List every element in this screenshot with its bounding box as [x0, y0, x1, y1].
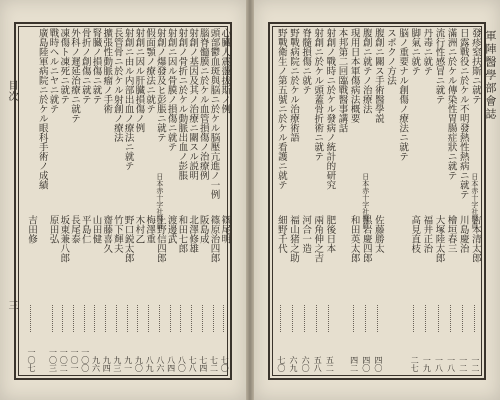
toc-leader-dots	[280, 305, 281, 333]
toc-entry-author: 細野千代	[275, 214, 287, 253]
right-page	[254, 0, 500, 400]
toc-leader-dots	[52, 305, 53, 333]
toc-leader-dots	[84, 305, 85, 333]
page-number: 三	[6, 300, 17, 311]
toc-entry-author: 吉田修	[26, 214, 38, 244]
toc-leader-dots	[148, 305, 149, 333]
toc-entry-title: 射創ニ因ル肝臓損傷ノ例	[133, 28, 145, 133]
toc-entry-title: 野戰病院ニ於ケル治療術語	[288, 28, 299, 142]
journal-title: 軍陣醫學部會誌	[484, 30, 497, 121]
toc-entry-author: 長尾泰	[68, 214, 80, 244]
toc-leader-dots	[202, 305, 203, 333]
toc-entry-author: 高見直枝	[409, 214, 421, 253]
toc-entry-author: 齋藤喜久	[101, 214, 113, 253]
toc-entry-title: 假面顎ノ療法ニ就テ	[144, 28, 156, 114]
toc-entry-author: 北澤修雄	[187, 214, 199, 253]
left-page	[0, 0, 246, 400]
toc-entry-page: 八〇	[177, 356, 187, 372]
toc-entry-author: 梅澤重	[144, 214, 156, 244]
toc-entry-author: 和田英太郎	[348, 214, 360, 263]
toc-entry-org: 日本赤十字社醫員	[155, 173, 164, 230]
toc-entry-title: 長管骨ニ於ケル射創ノ療法	[111, 28, 123, 142]
toc-leader-dots	[137, 305, 138, 333]
toc-entry-author: 福山猪之助	[288, 214, 299, 263]
toc-entry-title: 腹創ニ關ス手術醫學説	[372, 28, 384, 123]
toc-entry-page: 九六	[91, 356, 101, 372]
toc-entry-page: 二七	[410, 356, 420, 372]
toc-entry-title: 丹毒ニ就テ	[421, 28, 433, 76]
toc-entry-page: 六九	[289, 356, 298, 372]
toc-entry-page: 八四	[166, 356, 176, 372]
toc-entry-page: 一二	[458, 356, 468, 372]
toc-entry-author: 大塚陸太郎	[433, 214, 445, 263]
toc-entry-author: 佐藤勝太	[372, 214, 384, 253]
toc-entry-title: 腎臓ノ損傷ニ就テ	[90, 28, 102, 104]
toc-entry-page: 九〇	[134, 356, 144, 372]
toc-leader-dots	[292, 305, 293, 333]
toc-entry	[24, 28, 38, 374]
toc-leader-dots	[450, 305, 451, 333]
toc-entry-title: 射創ニ由ル内部出血ノ療法ニ就テ	[122, 28, 134, 171]
toc-entry	[35, 28, 46, 374]
toc-entry-title: 射創ノ基因及其ノ治療ニ關スル説明	[187, 28, 199, 180]
toc-entry-author: 上野信四郎	[154, 214, 166, 263]
toc-leader-dots	[159, 305, 160, 333]
toc-entry-title: 野戰衛生ノ第五號ニ於ケル看護ニ就テ	[275, 28, 287, 190]
toc-entry	[432, 28, 444, 374]
toc-entry-title: 脚氣ニ就テ	[409, 28, 421, 76]
toc-entry-title: 腹創ニ就テノ治療法	[360, 28, 372, 114]
toc-entry	[274, 28, 286, 374]
toc-entry-page: 一八	[434, 356, 444, 372]
toc-entry-title: 射創ノ爆發及ヒ彭脹ニ就テ	[154, 28, 166, 142]
toc-entry-title: 外科ノ遲延治療ニ就テ	[68, 28, 80, 123]
toc-entry-author: 坂東兼八郎	[58, 214, 70, 263]
toc-leader-dots	[316, 305, 317, 333]
toc-entry-author: 吉本清太郎	[469, 214, 481, 263]
toc-leader-dots	[425, 305, 426, 333]
toc-entry-title: 射創ニ於ケル頭蓋骨折術ニ就テ	[312, 28, 324, 161]
toc-entry-title: 脳ノ重要ナル創傷ノ療法ニ就テ	[397, 28, 409, 161]
toc-leader-dots	[377, 305, 378, 333]
toc-entry-author: 兩角伸之吉	[312, 214, 324, 263]
toc-entry-author: 竹下輝夫	[111, 214, 123, 253]
toc-entry-title: 脊髓損傷ニ就テ	[300, 28, 312, 95]
toc-entry-author: 阪島成	[197, 214, 209, 244]
toc-entry-page: 九三	[112, 356, 122, 372]
toc-leader-dots	[213, 305, 214, 333]
toc-entry-page: 七〇	[276, 356, 286, 372]
toc-leader-dots	[304, 305, 305, 333]
toc-entry-title: スポクノ方法	[385, 28, 396, 85]
toc-leader-dots	[474, 305, 475, 333]
toc-entry-title: 日露戰役ニ於ケル不明發熱性熱病ニ就テ	[457, 28, 469, 199]
toc-entry-title: 心臟人震盪拔斯ノ例	[219, 28, 231, 114]
toc-entry-title: 骨折ノ創傷ニ就テ	[79, 28, 91, 104]
toc-entry-author: 篠原治四郎	[208, 214, 220, 263]
toc-entry-title: 射創ノ骨折ニ於ケル動脈出血ノ彭脹	[176, 28, 188, 180]
toc-entry-author: 檜垣春三	[445, 214, 457, 253]
toc-leader-dots	[413, 305, 414, 333]
toc-entry-author: 和田七郎	[176, 214, 188, 253]
toc-leader-dots	[127, 305, 128, 333]
toc-entry-page: 七八	[188, 356, 198, 372]
toc-leader-dots	[462, 305, 463, 333]
toc-entry-page: 一〇〇	[80, 348, 90, 372]
toc-entry-page: 一九	[422, 356, 432, 372]
toc-entry-title: 凍傷ト凍死ニ就テ	[58, 28, 70, 104]
toc-entry-page: 四〇	[361, 356, 371, 372]
toc-entry-author: 篠尾明	[219, 214, 231, 244]
toc-entry-author: 河合一造	[300, 214, 312, 253]
toc-entry-page: 一八	[446, 356, 456, 372]
toc-entry-page: 五二	[325, 356, 335, 372]
toc-leader-dots	[223, 305, 224, 333]
toc-entry-page: 七〇	[220, 356, 230, 372]
toc-entry-page: 五八	[313, 356, 323, 372]
right-toc-columns	[274, 28, 480, 374]
toc-entry-page: 八九	[145, 356, 155, 372]
toc-leader-dots	[191, 305, 192, 333]
toc-leader-dots	[180, 305, 181, 333]
toc-entry-page: 一二	[470, 356, 480, 372]
running-head: 目次	[6, 80, 17, 102]
toc-entry-title: 本邦第二回臨戰醫事講話	[336, 28, 348, 133]
toc-entry-author: 肥後日本	[324, 214, 336, 253]
toc-entry-page: 一〇二	[59, 348, 69, 372]
toc-entry-title: 戰時ヘルニヤニ就テ	[47, 28, 59, 114]
toc-entry-page: 九一	[123, 356, 133, 372]
toc-leader-dots	[73, 305, 74, 333]
toc-entry-title: 發疹窒扶斯ニ就テ	[469, 28, 481, 104]
toc-leader-dots	[116, 305, 117, 333]
toc-entry-page: 四二	[349, 356, 359, 372]
toc-leader-dots	[365, 305, 366, 333]
toc-leader-dots	[438, 305, 439, 333]
toc-leader-dots	[62, 305, 63, 333]
toc-entry-title: 腦脊髓膜ニ於ケル血管損傷ノ治療例	[197, 28, 209, 180]
toc-entry-page: 六〇	[301, 356, 311, 372]
toc-entry-author: 渡邊武	[165, 214, 177, 244]
toc-entry-title: 擴張性動脈瘤ノ手術	[101, 28, 113, 114]
toc-leader-dots	[328, 305, 329, 333]
toc-entry-org: 日本赤十字社醫員	[361, 173, 370, 230]
toc-entry-title: 射創ノ戰時ニ於ケル發病ノ統計的研究	[324, 28, 336, 190]
toc-entry-author: 野口鋭太郎	[122, 214, 134, 263]
toc-entry-page: 七二	[209, 356, 219, 372]
toc-entry-page: 一〇三	[48, 348, 58, 372]
toc-entry-author: 木村乙	[133, 214, 145, 244]
toc-entry-title: 廣島陸軍病院ニ於ケル眼科手術ノ成績	[36, 28, 48, 190]
toc-entry-page: 九四	[102, 356, 112, 372]
toc-entry-author: 平島仁	[79, 214, 91, 244]
toc-entry	[419, 28, 431, 374]
toc-entry-title: 流行性感冒ニ就テ	[433, 28, 445, 104]
left-toc-columns	[24, 28, 231, 374]
toc-entry-author: 原田弘	[47, 214, 59, 244]
toc-leader-dots	[94, 305, 95, 333]
toc-entry-page: 七四	[198, 356, 208, 372]
toc-entry-title: 現用日本軍傷病法概要	[348, 28, 360, 123]
toc-entry-title: 射創ニ因ル骨膜ノ損傷ニ就テ	[165, 28, 177, 152]
toc-entry-page: 四〇	[373, 356, 383, 372]
toc-leader-dots	[105, 305, 106, 333]
toc-entry-title: 頭部鬱血斑與脳ニ於ケル脳壓亢進ノ一例	[208, 28, 220, 199]
toc-leader-dots	[353, 305, 354, 333]
toc-entry-author: 福井正治	[421, 214, 433, 253]
toc-entry-author: 山田健	[90, 214, 102, 244]
toc-leader-dots	[30, 305, 31, 333]
toc-entry-title: 滿洲ニ於ケル傳染性胃腸症狀ニ就テ	[445, 28, 457, 180]
toc-leader-dots	[170, 305, 171, 333]
toc-entry-author: 黒岩慶四郎	[360, 214, 372, 263]
book-gutter	[246, 0, 254, 400]
toc-entry-page: 一〇七	[27, 348, 37, 372]
toc-entry-page: 一〇一	[69, 348, 79, 372]
toc-entry-author: 川島慶治	[457, 214, 469, 253]
toc-entry-org: 日本赤十字社醫員	[470, 173, 479, 230]
toc-entry-page: 八六	[155, 356, 165, 372]
